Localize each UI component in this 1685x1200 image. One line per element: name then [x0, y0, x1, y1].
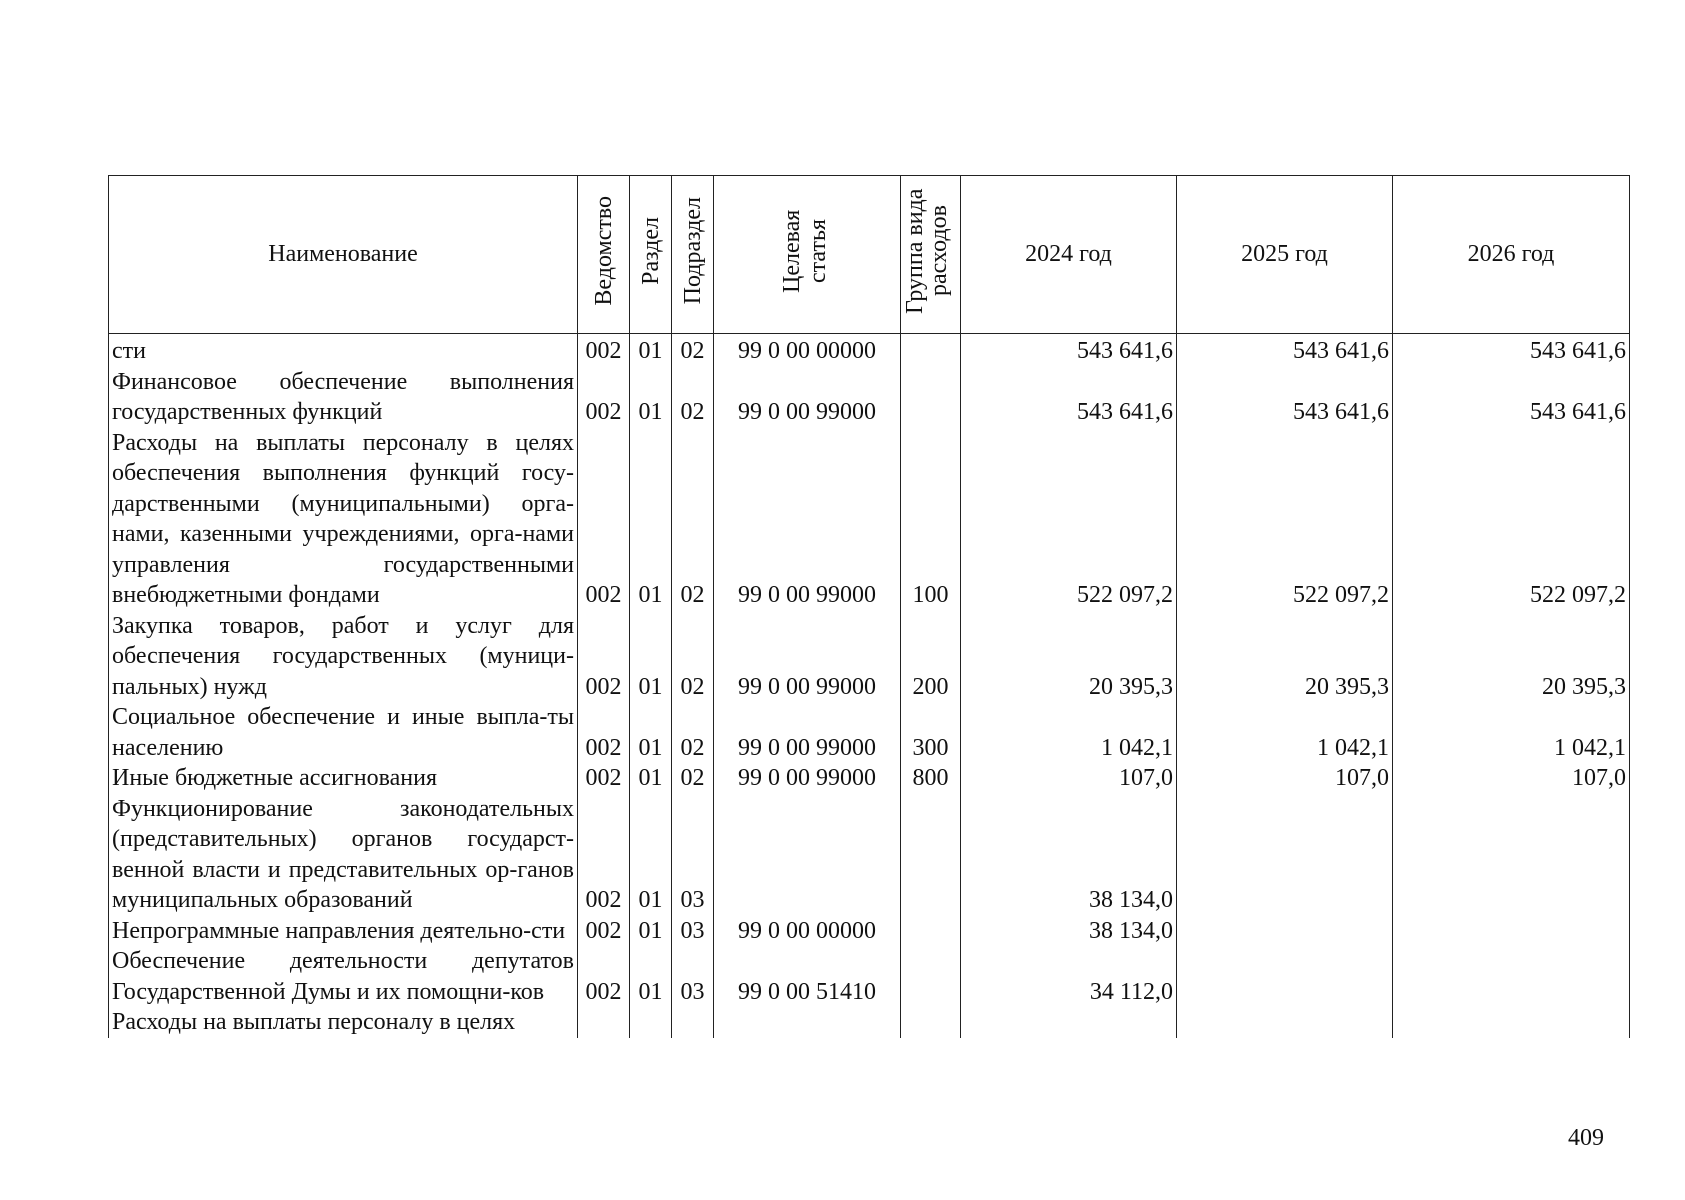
row-department: 002: [578, 702, 630, 763]
row-value-2026: 522 097,2: [1393, 428, 1630, 611]
header-department: Ведомство: [578, 176, 630, 334]
row-target-article: 99 0 00 51410: [714, 946, 901, 1007]
table-row: [109, 763, 1630, 794]
header-year-2026: 2026 год: [1393, 176, 1630, 334]
row-value-2026: [1393, 794, 1630, 916]
row-department: [578, 1007, 630, 1038]
table-row: [109, 428, 1630, 611]
row-value-2025: 20 395,3: [1177, 611, 1393, 703]
table-row: [109, 611, 1630, 703]
table-row: [109, 334, 1630, 367]
row-department: 002: [578, 946, 630, 1007]
row-subsection: 02: [672, 334, 714, 367]
row-subsection: 02: [672, 367, 714, 428]
table-row: [109, 794, 1630, 916]
row-name: Расходы на выплаты персоналу в целях: [109, 1007, 578, 1038]
row-department: 002: [578, 367, 630, 428]
row-value-2026: 543 641,6: [1393, 334, 1630, 367]
row-expense-group: 300: [901, 702, 961, 763]
row-target-article: [714, 1007, 901, 1038]
row-department: 002: [578, 611, 630, 703]
table-row: [109, 916, 1630, 947]
row-target-article: [714, 794, 901, 916]
row-target-article: 99 0 00 99000: [714, 763, 901, 794]
header-subsection: Подраздел: [672, 176, 714, 334]
row-subsection: 03: [672, 946, 714, 1007]
row-value-2025: [1177, 794, 1393, 916]
row-value-2026: [1393, 1007, 1630, 1038]
row-value-2024: 522 097,2: [961, 428, 1177, 611]
header-name: Наименование: [109, 176, 578, 334]
row-value-2025: [1177, 946, 1393, 1007]
table-row: [109, 1007, 1630, 1038]
row-target-article: 99 0 00 00000: [714, 334, 901, 367]
row-subsection: 02: [672, 702, 714, 763]
row-section: 01: [630, 916, 672, 947]
row-value-2024: 38 134,0: [961, 794, 1177, 916]
row-name: Непрограммные направления деятельно-сти: [109, 916, 578, 947]
row-expense-group: [901, 794, 961, 916]
row-target-article: 99 0 00 99000: [714, 367, 901, 428]
row-department: 002: [578, 763, 630, 794]
table-row: [109, 946, 1630, 1007]
header-section: Раздел: [630, 176, 672, 334]
row-section: 01: [630, 334, 672, 367]
row-section: [630, 1007, 672, 1038]
row-value-2026: [1393, 916, 1630, 947]
row-section: 01: [630, 611, 672, 703]
row-department: 002: [578, 428, 630, 611]
row-value-2024: 1 042,1: [961, 702, 1177, 763]
row-value-2026: 20 395,3: [1393, 611, 1630, 703]
row-name: Иные бюджетные ассигнования: [109, 763, 578, 794]
header-expense-group: Группа вида расходов: [901, 176, 961, 334]
row-expense-group: 200: [901, 611, 961, 703]
row-target-article: 99 0 00 00000: [714, 916, 901, 947]
header-year-2024: 2024 год: [961, 176, 1177, 334]
row-value-2024: 34 112,0: [961, 946, 1177, 1007]
table-row: [109, 702, 1630, 763]
row-target-article: 99 0 00 99000: [714, 702, 901, 763]
row-department: 002: [578, 334, 630, 367]
row-expense-group: [901, 946, 961, 1007]
row-value-2024: 543 641,6: [961, 367, 1177, 428]
row-name: Закупка товаров, работ и услуг для обеспечения государственных (муници-пальных) нужд: [109, 611, 578, 703]
row-name: Расходы на выплаты персоналу в целях обеспечения выполнения функций госу-дарственными (муниципальными) орга-нами, казенными учреждениями, орга-нами управления государственными внебюджетными фондами: [109, 428, 578, 611]
row-value-2025: 522 097,2: [1177, 428, 1393, 611]
row-section: 01: [630, 367, 672, 428]
row-value-2025: 107,0: [1177, 763, 1393, 794]
row-value-2024: [961, 1007, 1177, 1038]
row-name: сти: [109, 334, 578, 367]
row-section: 01: [630, 763, 672, 794]
row-subsection: 02: [672, 763, 714, 794]
row-subsection: 02: [672, 428, 714, 611]
row-section: 01: [630, 428, 672, 611]
row-value-2026: 543 641,6: [1393, 367, 1630, 428]
row-value-2024: 38 134,0: [961, 916, 1177, 947]
row-target-article: 99 0 00 99000: [714, 611, 901, 703]
row-name: Социальное обеспечение и иные выпла-ты населению: [109, 702, 578, 763]
row-department: 002: [578, 916, 630, 947]
row-department: 002: [578, 794, 630, 916]
table-body: [109, 334, 1630, 1038]
header-row: [109, 176, 1630, 334]
row-value-2025: [1177, 1007, 1393, 1038]
row-expense-group: 100: [901, 428, 961, 611]
table-row: [109, 367, 1630, 428]
row-expense-group: [901, 367, 961, 428]
row-expense-group: 800: [901, 763, 961, 794]
row-value-2025: 543 641,6: [1177, 367, 1393, 428]
row-value-2025: 1 042,1: [1177, 702, 1393, 763]
row-name: Финансовое обеспечение выполнения государственных функций: [109, 367, 578, 428]
row-value-2024: 20 395,3: [961, 611, 1177, 703]
row-value-2026: 1 042,1: [1393, 702, 1630, 763]
row-section: 01: [630, 794, 672, 916]
header-target-article: Целевая статья: [714, 176, 901, 334]
budget-table: [108, 175, 1630, 1038]
row-subsection: 03: [672, 794, 714, 916]
header-year-2025: 2025 год: [1177, 176, 1393, 334]
row-target-article: 99 0 00 99000: [714, 428, 901, 611]
row-section: 01: [630, 702, 672, 763]
row-section: 01: [630, 946, 672, 1007]
row-expense-group: [901, 334, 961, 367]
row-subsection: 03: [672, 916, 714, 947]
row-value-2025: [1177, 916, 1393, 947]
row-value-2026: 107,0: [1393, 763, 1630, 794]
row-name: Обеспечение деятельности депутатов Государственной Думы и их помощни-ков: [109, 946, 578, 1007]
row-expense-group: [901, 1007, 961, 1038]
row-value-2024: 543 641,6: [961, 334, 1177, 367]
row-subsection: [672, 1007, 714, 1038]
row-value-2026: [1393, 946, 1630, 1007]
row-expense-group: [901, 916, 961, 947]
row-value-2025: 543 641,6: [1177, 334, 1393, 367]
row-value-2024: 107,0: [961, 763, 1177, 794]
row-name: Функционирование законодательных (представительных) органов государст-венной власти и представительных ор-ганов муниципальных образований: [109, 794, 578, 916]
page-number: 409: [1568, 1125, 1604, 1151]
row-subsection: 02: [672, 611, 714, 703]
